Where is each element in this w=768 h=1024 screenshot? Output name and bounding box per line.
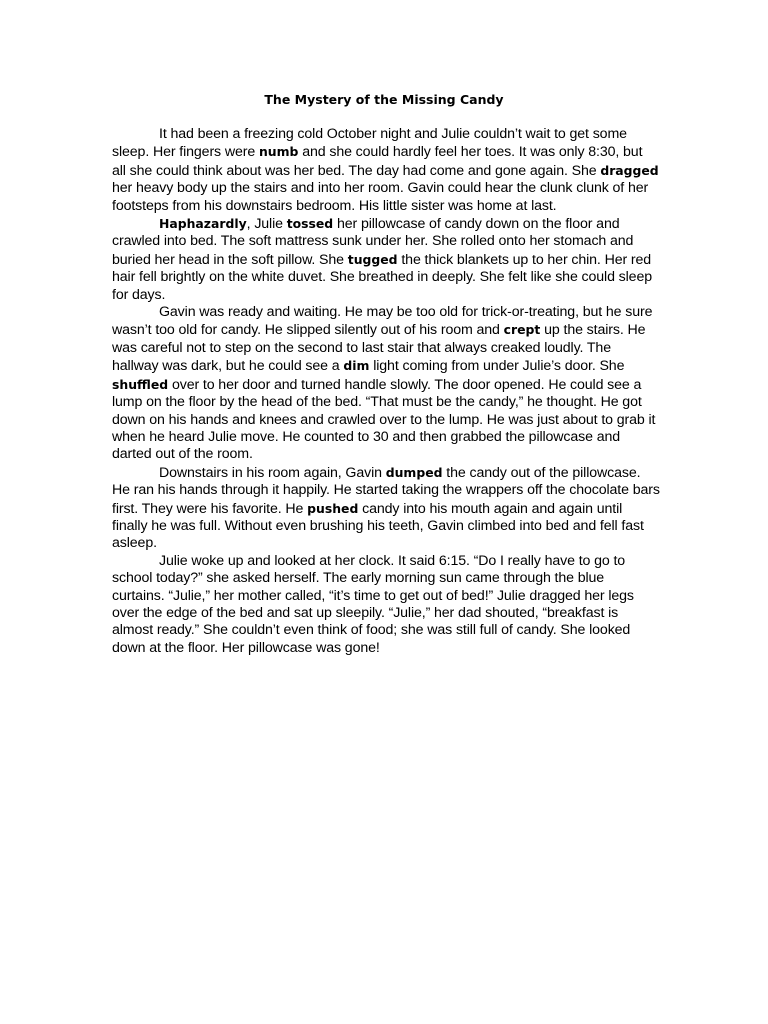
- paragraph-text: Gavin was ready and waiting. He may be too old for trick-or-treating, but he sure wasn’t too old for candy. He slipped silently out of his room and: [112, 304, 653, 339]
- vocab-word-shuffled: shuffled: [112, 376, 169, 392]
- vocab-word-dumped: dumped: [385, 464, 443, 480]
- paragraph-1: [112, 126, 660, 215]
- vocab-word-dragged: dragged: [600, 162, 659, 178]
- paragraph-text: candy into his mouth again and again until finally he was full. Without even brushing his teeth, Gavin climbed into bed and fell fast asleep.: [112, 500, 644, 552]
- vocab-word-haphazardly: Haphazardly: [159, 216, 247, 232]
- vocab-word-dim: dim: [343, 358, 370, 374]
- paragraph-text: her pillowcase of candy down on the floor and crawled into bed. The soft mattress sunk under her. She rolled onto her stomach and buried her head in the soft pillow. She: [112, 216, 634, 268]
- paragraph-4: [112, 464, 660, 553]
- paragraph-text: the candy out of the pillowcase. He ran his hands through it happily. He started taking the wrappers off the chocolate bars first. They were his favorite. He: [112, 464, 660, 517]
- paragraph-text: and she could hardly feel her toes. It was only 8:30, but all she could think about was her bed. The day had come and gone again. She: [112, 144, 643, 179]
- paragraph-text: up the stairs. He was careful not to step on the second to last stair that always creaked loudly. The hallway was dark, but he could see a: [112, 322, 646, 375]
- vocab-word-crept: crept: [503, 322, 541, 338]
- paragraph-text: Downstairs in his room again, Gavin: [159, 464, 386, 481]
- paragraph-text: over to her door and turned handle slowly. The door opened. He could see a lump on the floor by the head of the bed. “That must be the candy,” he thought. He got down on his hands and knees and crawled over to the lump. He was just about to grab it when he heard Julie move. He counted to 30 and then grabbed the pillowcase and darted out of the room.: [112, 376, 656, 463]
- paragraph-text: light coming from under Julie’s door. She: [369, 358, 625, 375]
- paragraph-text: Julie woke up and looked at her clock. It said 6:15. “Do I really have to go to school today?” she asked herself. The early morning sun came through the blue curtains. “Julie,” her mother called, “it’s time to get out of bed!” Julie dragged her legs over the edge of the bed and sat up sleepily. “Julie,” her dad shouted, “breakfast is almost ready.” She couldn’t even think of food; she was still full of candy. She looked down at the floor. Her pillowcase was gone!: [112, 552, 634, 656]
- vocab-word-numb: numb: [258, 144, 299, 160]
- paragraph-text: her heavy body up the stairs and into her room. Gavin could hear the clunk clunk of her footsteps from his downstairs bedroom. His little sister was home at last.: [112, 180, 649, 214]
- paragraph-text: the thick blankets up to her chin. Her red hair fell brightly on the white duvet. She breathed in deeply. She felt like she could sleep for days.: [112, 251, 652, 303]
- paragraph-2: [112, 215, 660, 304]
- paragraph-text: It had been a freezing cold October night and Julie couldn’t wait to get some sleep. Her fingers were: [112, 126, 627, 161]
- paragraph-3: [112, 304, 660, 464]
- paragraph-5: [112, 553, 660, 657]
- vocab-word-tossed: tossed: [286, 216, 334, 232]
- page-title: The Mystery of the Missing Candy: [264, 92, 504, 107]
- paragraph-text: , Julie: [246, 216, 287, 233]
- story-body: [112, 126, 660, 657]
- vocab-word-pushed: pushed: [307, 500, 359, 516]
- vocab-word-tugged: tugged: [347, 251, 398, 267]
